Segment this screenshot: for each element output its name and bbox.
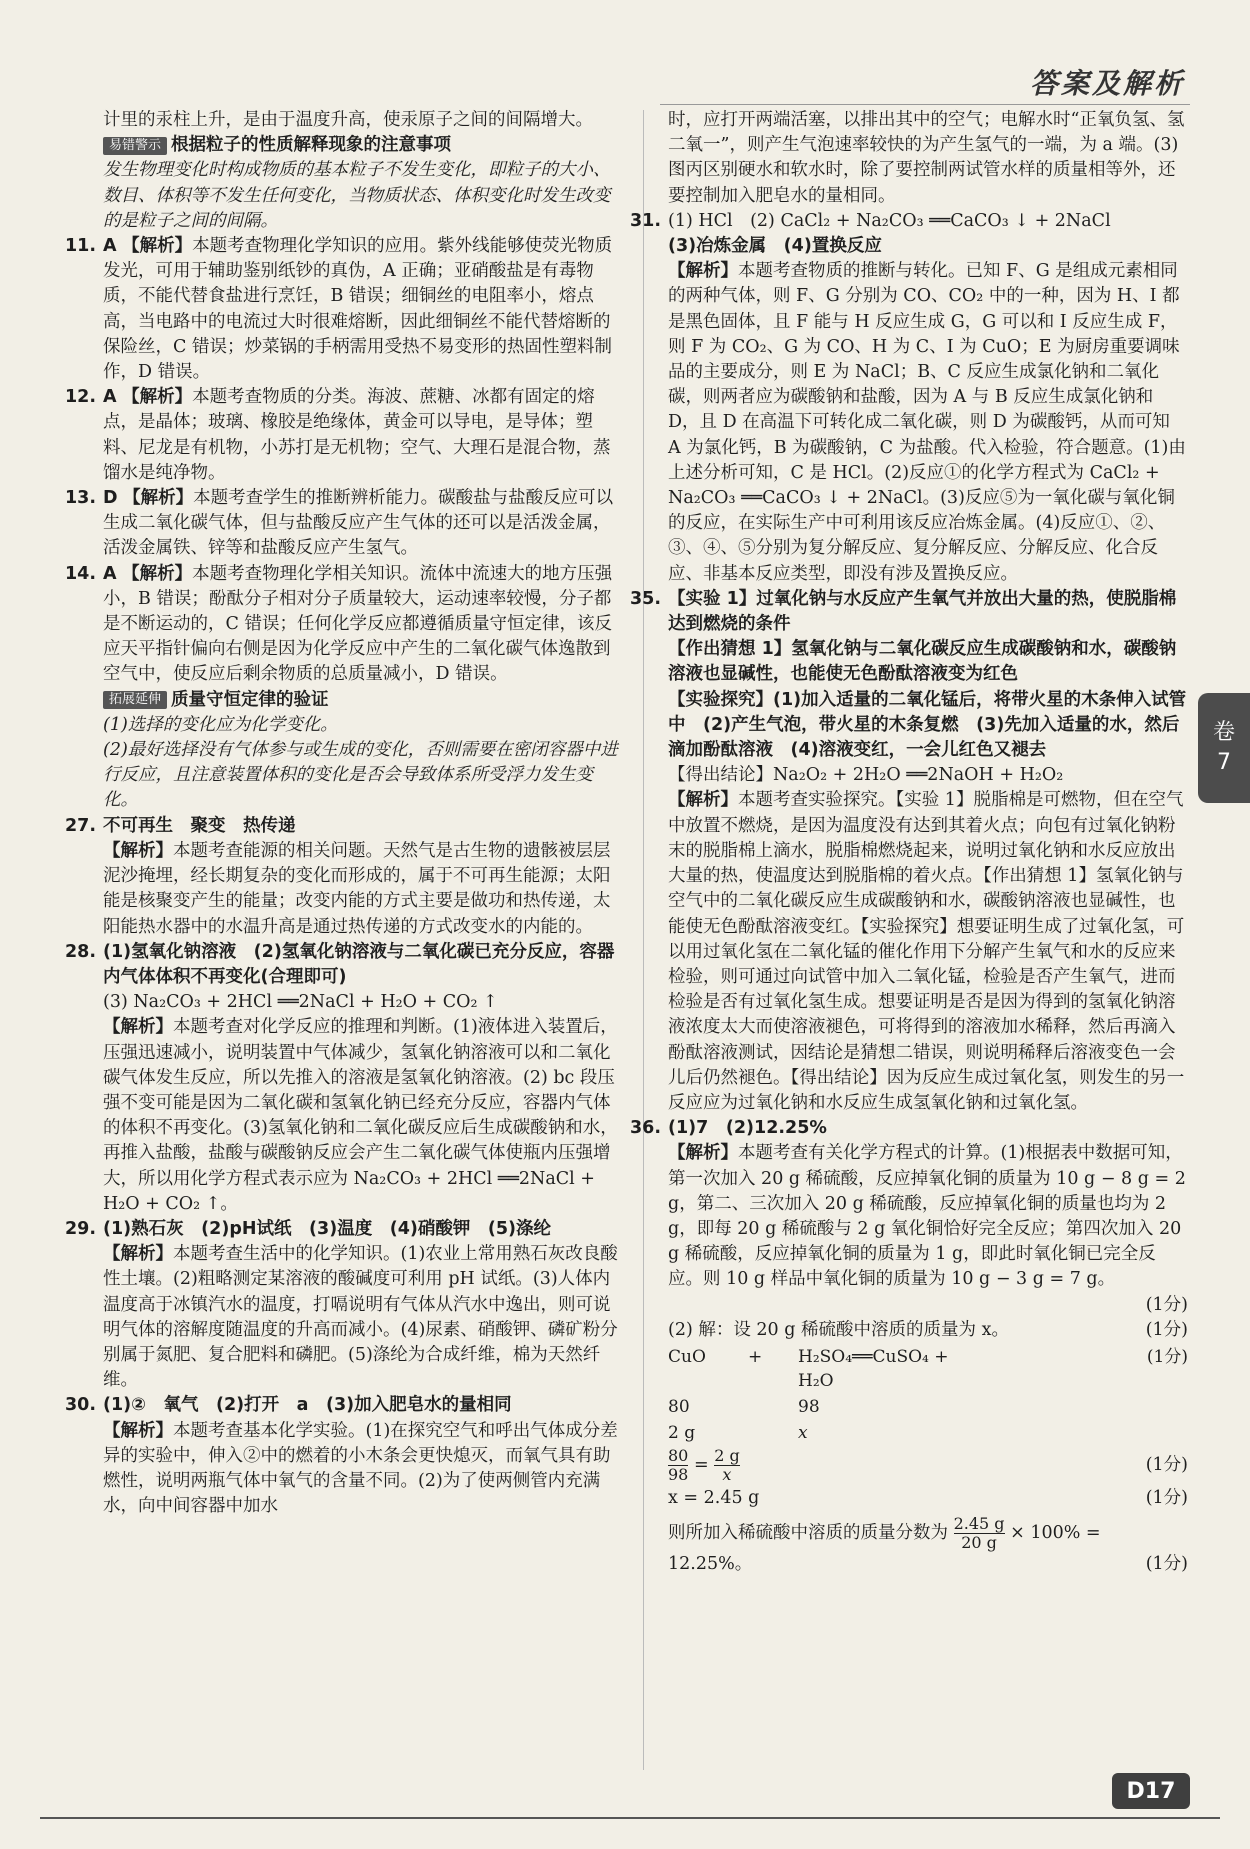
q30-num: 30. [65, 1395, 97, 1416]
score-2-inline: (1分) [1145, 1319, 1188, 1340]
q30-answer: (1)② 氧气 (2)打开 a (3)加入肥皂水的量相同 [103, 1395, 512, 1416]
extension-point-2: (2)最好选择没有气体参与或生成的变化，否则需要在密闭容器中进行反应，且注意装置体积的变化是否会导致体系所受浮力发生变化。 [103, 740, 618, 811]
q28-equation: (3) Na₂CO₃ + 2HCl ══2NaCl + H₂O + CO₂ ↑ [103, 992, 498, 1013]
bottom-rule [40, 1817, 1220, 1819]
q13-text: 本题考查学生的推断辨析能力。碳酸盐与盐酸反应可以生成二氧化碳气体，但与盐酸反应产生气体的还可以是活泼金属，活泼金属铁、锌等和盐酸反应产生氢气。 [103, 488, 614, 559]
q14-answer: A [103, 563, 117, 584]
mass-cuo: 80 [668, 1396, 690, 1417]
q31-answer-2: (3)冶炼金属 (4)置换反应 [668, 236, 882, 257]
percentage-row [668, 1515, 1188, 1552]
chem-equation-row [668, 1345, 1188, 1393]
q36-answer: (1)7 (2)12.25% [668, 1118, 827, 1139]
q35-num: 35. [630, 588, 662, 609]
extension-tag: 拓展延伸 [103, 691, 167, 709]
volume-side-tab [1198, 693, 1250, 803]
q28-text: 本题考查对化学反应的推理和判断。(1)液体进入装置后，压强迅速减小，说明装置中气体减少，氢氧化钠溶液可以和二氧化碳气体发生反应，所以先推入的溶液是氢氧化钠溶液。(2) bc 段压强不变可能是因为二氧化碳和氢氧化钠已经充分反应，容器内气体的体积不再变化。(3)氢氧化钠和二氧化碳反应后生成碳酸钠和水，再推入盐酸，盐酸与碳酸钠反应会产生二氧化碳气体使瓶内压强增大，所以用化学方程式表示应为 Na₂CO₃ + 2HCl ══2NaCl + H₂O + CO₂ ↑。 [103, 1017, 618, 1214]
q28-answer-line [65, 940, 623, 990]
score-6: (1分) [1145, 1554, 1188, 1575]
score-5: (1分) [1145, 1487, 1188, 1508]
q27-answer: 不可再生 聚变 热传递 [103, 815, 296, 836]
ratio-fraction-1: $\frac{80}{98}$ [668, 1445, 689, 1484]
q31-num: 31. [630, 210, 662, 231]
extension-box [103, 688, 623, 713]
warning-tag: 易错警示 [103, 137, 167, 155]
q30-continued: 时，应打开两端活塞，以排出其中的空气；电解水时“正氧负氢、氢二氧一”，则产生气泡速率较快的为产生氢气的一端，为 a 端。(3)图丙区别硬水和软水时，除了要控制两试管水样的质量相等外，还要控制加入肥皂水的量相同。 [668, 110, 1185, 206]
q31-text: 本题考查物质的推断与转化。已知 F、G 是组成元素相同的两种气体，则 F、G 分别为 CO、CO₂ 中的一种，因为 H、I 都是黑色固体，且 F 能与 H 反应生成 G，G 可以和 I 反应生成 F，则 F 为 CO₂、G 为 CO、H 为 C、I 为 CuO；E 为厨房重要调味品的主要成分，则 E 为 NaCl；B、C 反应生成氯化钠和二氧化碳，则两者应为碳酸钠和盐酸，因为 A 与 B 反应生成氯化钠和 D，且 D 在高温下可转化成二氧化碳，则 D 为碳酸钙，从而可知 A 为氯化钙，B 为碳酸钠，C 为盐酸。代入检验，符合题意。(1)由上述分析可知，C 是 HCl。(2)反应①的化学方程式为 CaCl₂ + Na₂CO₃ ══CaCO₃ ↓ + 2NaCl。(3)反应⑤为一氧化碳与氧化铜的反应，在实际生产中可利用该反应冶炼金属。(4)反应①、②、③、④、⑤分别为复分解反应、复分解反应、分解反应、化合反应、非基本反应类型，即没有涉及置换反应。 [668, 261, 1186, 584]
q36-label: 【解析】 [668, 1143, 738, 1164]
q29-text: 本题考查生活中的化学知识。(1)农业上常用熟石灰改良酸性土壤。(2)粗略测定某溶液的酸碱度可利用 pH 试纸。(3)人体内温度高于冰镇汽水的温度，打嗝说明有气体从汽水中逸出，则可说明气体的溶解度随温度的升高而减小。(4)尿素、硝酸钾、磷矿粉分别属于氮肥、复合肥料和磷肥。(5)涤纶为合成纤维，棉为天然纤维。 [103, 1244, 618, 1391]
pct-fraction: $\frac{2.45 g}{20 g}$ [953, 1514, 1005, 1553]
ratio-fraction-2: $\frac{2 g}{x}$ [714, 1445, 740, 1484]
q28-num: 28. [65, 941, 97, 962]
q12-text: 本题考查物质的分类。海波、蔗糖、冰都有固定的熔点，是晶体；玻璃、橡胶是绝缘体，黄金可以导电，是导体；塑料、尼龙是有机物，小苏打是无机物；空气、大理石是混合物，蒸馏水是纯净物。 [103, 387, 611, 483]
score-3: (1分) [1146, 1346, 1188, 1367]
extension-title: 质量守恒定律的验证 [171, 689, 329, 710]
header-rule [660, 104, 1190, 105]
q11-text: 本题考查物理化学知识的应用。紫外线能够使荧光物质发光，可用于辅助鉴别纸钞的真伪，A 正确；亚硝酸盐是有毒物质，不能代替食盐进行烹饪，B 错误；细铜丝的电阻率小，熔点高，当电路中的电流过大时很难熔断，因此细铜丝不能代替熔断的保险丝，C 错误；炒菜锅的手柄需用受热不易变形的热固性塑料制作，D 错误。 [103, 236, 613, 383]
q35-analysis [668, 788, 1188, 1116]
pct-result-row [668, 1552, 1188, 1577]
pct-pre: 则所加入稀硫酸中溶质的质量分数为 [668, 1523, 948, 1544]
q27-label: 【解析】 [103, 840, 173, 861]
eq-rest: H₂SO₄══CuSO₄ + H₂O [798, 1346, 949, 1391]
eq-plus: + [748, 1346, 763, 1367]
q35-answer-2: 【作出猜想 1】氢氧化钠与二氧化碳反应生成碳酸钠和水，碳酸钠溶液也显碱性，也能使无色酚酞溶液变为红色 [668, 639, 1177, 685]
q29-num: 29. [65, 1218, 97, 1239]
q35-answer-1-text: 【实验 1】过氧化钠与水反应产生氧气并放出大量的热，使脱脂棉达到燃烧的条件 [668, 588, 1177, 635]
q29-answer: (1)熟石灰 (2)pH试纸 (3)温度 (4)硝酸钾 (5)涤纶 [103, 1218, 552, 1239]
q12-num: 12. [65, 387, 97, 408]
q30-label: 【解析】 [103, 1420, 173, 1441]
q14-label: 【解析】 [122, 563, 193, 584]
q13-answer: D [103, 488, 118, 509]
q11 [65, 234, 623, 385]
page-number: D17 [1112, 1773, 1190, 1809]
chem-mass-row [668, 1395, 1188, 1419]
warning-box [103, 133, 623, 158]
q27-text: 本题考查能源的相关问题。天然气是古生物的遗骸被层层泥沙掩埋，经长期复杂的变化而形成的，属于不可再生能源；太阳能是核聚变产生的能量；改变内能的方式主要是做功和热传递，太阳能热水器中的水温升高是通过热传递的方式改变水的内能的。 [103, 840, 611, 937]
q13-label: 【解析】 [123, 488, 194, 509]
x-value-row [668, 1486, 1188, 1511]
q28-analysis [103, 1015, 623, 1217]
extension-point-1: (1)选择的变化应为化学变化。 [103, 714, 338, 735]
q30-answer-line [65, 1393, 623, 1418]
ratio-row [668, 1447, 1188, 1484]
q30-analysis [103, 1419, 623, 1520]
given-x: x [798, 1422, 808, 1443]
q29-answer-line [65, 1217, 623, 1242]
header-title: 答案及解析 [1029, 67, 1185, 100]
score-4: (1分) [1145, 1454, 1188, 1475]
q27-answer-line [65, 814, 623, 839]
q31-label: 【解析】 [668, 261, 738, 282]
q30-text: 本题考查基本化学实验。(1)在探究空气和呼出气体成分差异的实验中，伸入②中的燃着的小木条会更快熄灭，而氧气具有助燃性，说明两瓶气体中氧气的含量不同。(2)为了使两侧管内充满水，向中间容器中加水 [103, 1420, 618, 1517]
q12-answer: A [103, 387, 117, 408]
calc-setup: (2) 解：设 20 g 稀硫酸中溶质的质量为 x。 [668, 1319, 1009, 1340]
q36-analysis [668, 1141, 1188, 1292]
side-tab-line2: 7 [1217, 750, 1231, 775]
column-divider [643, 110, 644, 1770]
pct-result: 12.25%。 [668, 1554, 753, 1575]
ratio-equals: = [693, 1454, 709, 1475]
q11-num: 11. [65, 236, 97, 257]
q36-text: 本题考查有关化学方程式的计算。(1)根据表中数据可知，第一次加入 20 g 稀硫酸，反应掉氧化铜的质量为 10 g − 8 g = 2 g，第二、三次加入 20 g 稀硫酸，反应掉氧化铜的质量也均为 2 g，即每 20 g 稀硫酸与 2 g 氧化铜恰好完全反应；第四次加入 20 g 稀硫酸，反应掉氧化铜的质量为 1 g，即此时氧化铜已完全反应。则 10 g 样品中氧化铜的质量为 10 g − 3 g = 7 g。 [668, 1143, 1186, 1290]
warning-text: 发生物理变化时构成物质的基本粒子不发生变化，即粒子的大小、数目、体积等不发生任何变化，当物质状态、体积变化时发生改变的是粒子之间的间隔。 [103, 160, 611, 231]
eq-cuo: CuO [668, 1346, 706, 1367]
q29-analysis [103, 1242, 623, 1393]
q12 [65, 385, 623, 486]
q14-num: 14. [65, 563, 97, 584]
q36-answer-line [630, 1116, 1188, 1141]
mass-acid: 98 [798, 1396, 820, 1417]
side-tab-line1: 卷 [1212, 720, 1235, 745]
intro-text: 计里的汞柱上升，是由于温度升高，使汞原子之间的间隔增大。 [103, 110, 593, 130]
q35-answer-4: 【得出结论】Na₂O₂ + 2H₂O ══2NaOH + H₂O₂ [668, 765, 1064, 786]
pct-post: × 100% = [1010, 1523, 1101, 1544]
x-value: x = 2.45 g [668, 1487, 760, 1508]
q27-analysis [103, 839, 623, 940]
q31-answer-line-1 [630, 209, 1188, 234]
q35-text: 本题考查实验探究。【实验 1】脱脂棉是可燃物，但在空气中放置不燃烧，是因为温度没有达到其着火点；向包有过氧化钠粉末的脱脂棉上滴水，脱脂棉燃烧起来，说明过氧化钠和水反应放出大量的热，使温度达到脱脂棉的着火点。【作出猜想 1】氢氧化钠与空气中的二氧化碳反应生成碳酸钠和水，碳酸钠溶液也显碱性，也能使无色酚酞溶液变红。【实验探究】想要证明生成了过氧化氢，可以用过氧化氢在二氧化锰的催化作用下分解产生氧气和水的反应来检验，则可通过向试管中加入二氧化锰，检验是否产生氧气，进而检验是否有过氧化氢生成。想要证明是否是因为得到的氢氧化钠溶液浓度太大而使溶液褪色，可将得到的溶液加水稀释，然后再滴入酚酞溶液测试，因结论是猜想二错误，则说明稀释后溶液变色一会儿后仍然褪色。【得出结论】因为反应生成过氧化氢，则发生的另一反应应为过氧化钠和水反应生成氢氧化钠和过氧化氢。 [668, 790, 1185, 1113]
calc-setup-row [668, 1318, 1188, 1343]
q36-num: 36. [630, 1118, 662, 1139]
q35-answer-3: 【实验探究】(1)加入适量的二氧化锰后，将带火星的木条伸入试管中 (2)产生气泡，带火星的木条复燃 (3)先加入适量的水，然后滴加酚酞溶液 (4)溶液变红，一会儿红色又褪去 [668, 689, 1187, 761]
warning-title: 根据粒子的性质解释现象的注意事项 [171, 135, 452, 156]
q28-answer: (1)氢氧化钠溶液 (2)氢氧化钠溶液与二氧化碳已充分反应，容器内气体体积不再变化(合理即可) [103, 941, 615, 987]
q35-label: 【解析】 [668, 790, 738, 811]
q29-label: 【解析】 [103, 1244, 173, 1265]
q14-text: 本题考查物理化学相关知识。流体中流速大的地方压强小，B 错误；酚酞分子相对分子质量较大，运动速率较慢，分子都是不断运动的，C 错误；任何化学反应都遵循质量守恒定律，该反应天平指针偏向右侧是因为化学反应中产生的二氧化碳气体逸散到空气中，使反应后剩余物质的总质量减小，D 错误。 [103, 563, 613, 685]
left-column [65, 108, 623, 1519]
q13 [65, 486, 623, 562]
q31-analysis [668, 259, 1188, 587]
q11-label: 【解析】 [122, 236, 193, 257]
q12-label: 【解析】 [122, 387, 193, 408]
q14 [65, 562, 623, 688]
q13-num: 13. [65, 488, 97, 509]
q35-answer-1 [630, 587, 1188, 637]
q28-label: 【解析】 [103, 1017, 173, 1038]
given-cuo: 2 g [668, 1422, 696, 1443]
q31-answer-1: (1) HCl (2) CaCl₂ + Na₂CO₃ ══CaCO₃ ↓ + 2NaCl [668, 210, 1111, 231]
right-column [630, 108, 1188, 1577]
score-1: (1分) [1145, 1294, 1188, 1315]
q27-num: 27. [65, 815, 97, 836]
chem-given-row [668, 1421, 1188, 1445]
q11-answer: A [103, 236, 117, 257]
